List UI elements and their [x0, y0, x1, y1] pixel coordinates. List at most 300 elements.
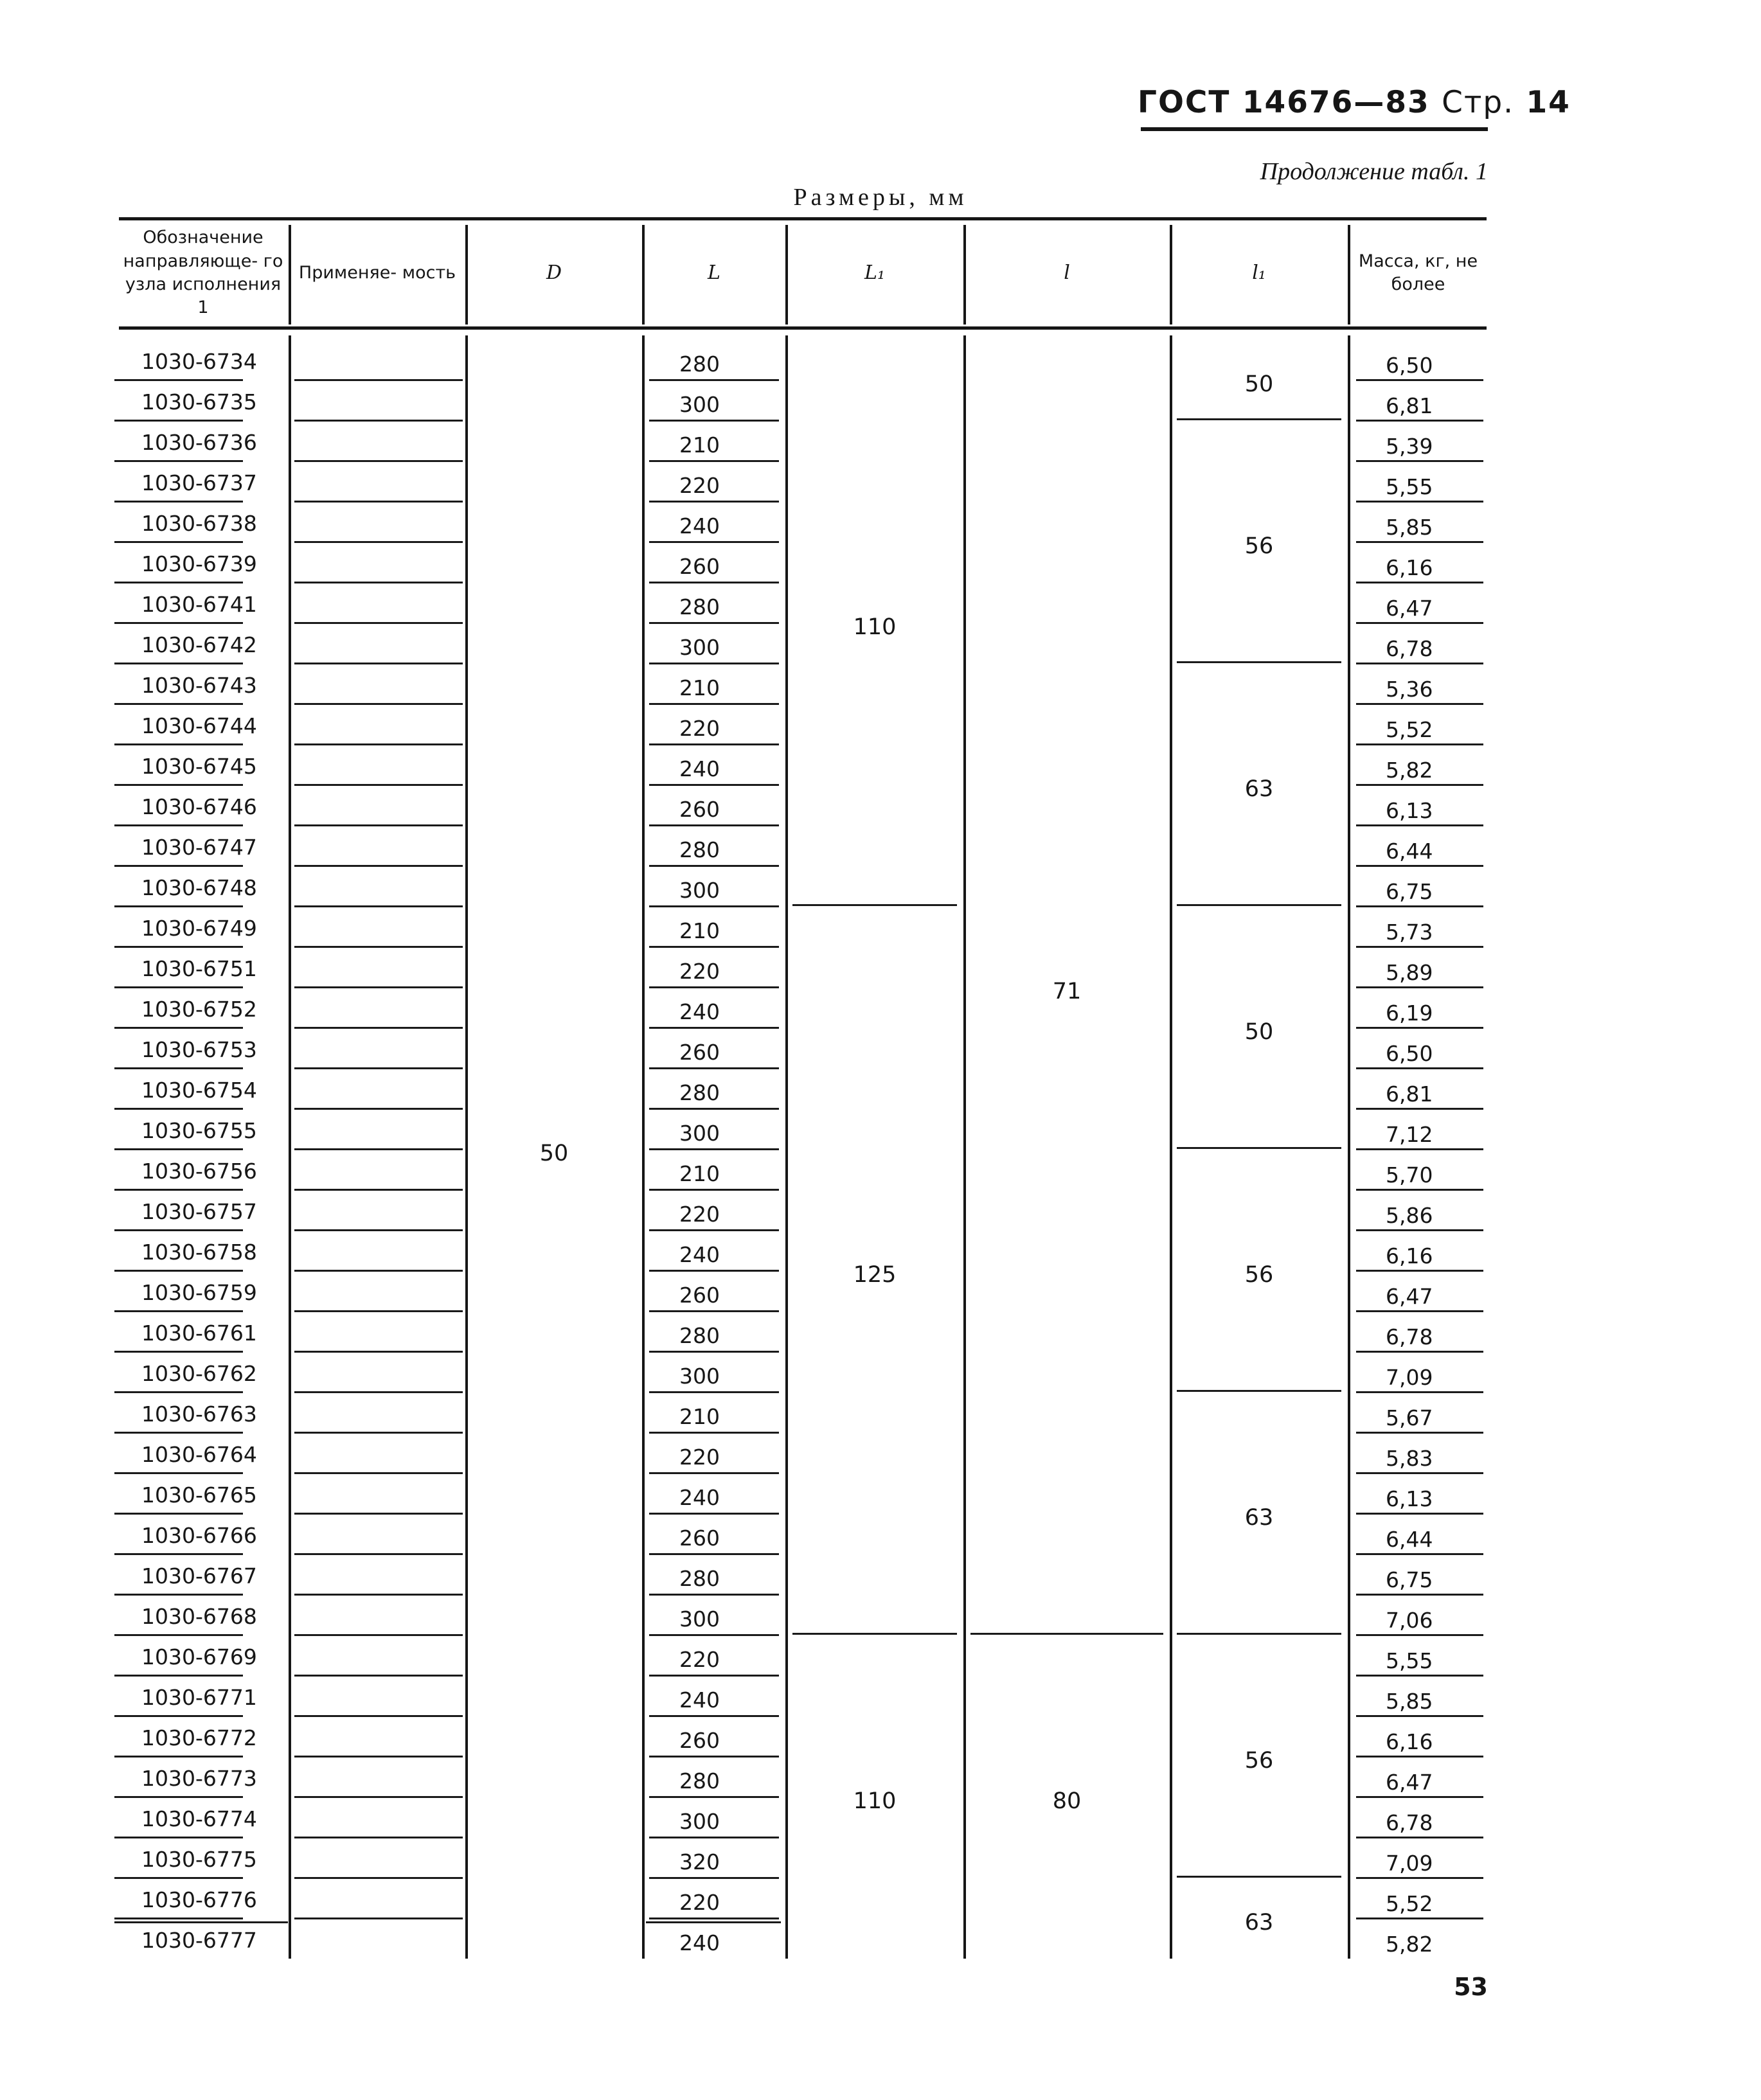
row-rule	[294, 1472, 463, 1474]
L-cell: 240	[679, 1687, 720, 1713]
row-rule	[1356, 1715, 1483, 1717]
L-cell: 220	[679, 1202, 720, 1227]
row-rule	[1356, 1472, 1483, 1474]
designation-cell: 1030-6747	[141, 835, 257, 860]
page-header	[1138, 85, 1571, 120]
column-divider	[1170, 225, 1172, 325]
row-rule	[649, 1594, 779, 1596]
row-rule	[1356, 460, 1483, 462]
row-rule	[114, 865, 243, 867]
L-cell: 220	[679, 1647, 720, 1672]
column-divider	[785, 335, 788, 1959]
mass-cell: 5,85	[1386, 515, 1433, 540]
L-cell: 300	[679, 635, 720, 660]
designation-cell: 1030-6743	[141, 673, 257, 698]
mass-cell: 5,36	[1386, 677, 1433, 702]
designation-cell: 1030-6746	[141, 794, 257, 819]
group-rule	[1177, 1147, 1341, 1149]
mass-cell: 6,78	[1386, 636, 1433, 661]
row-rule	[294, 420, 463, 422]
header-designation: Обозначение направляюще- го узла исполнения 1	[123, 227, 283, 318]
row-rule	[114, 379, 243, 381]
row-rule	[114, 703, 243, 705]
L-cell: 240	[679, 756, 720, 781]
designation-cell: 1030-6756	[141, 1159, 257, 1184]
designation-cell: 1030-6751	[141, 956, 257, 981]
column-divider	[289, 225, 291, 325]
row-rule	[294, 1918, 463, 1919]
mass-cell: 6,16	[1386, 1243, 1433, 1268]
mass-cell: 5,86	[1386, 1203, 1433, 1228]
row-rule	[294, 905, 463, 907]
row-rule	[649, 1067, 779, 1069]
L-cell: 280	[679, 1323, 720, 1348]
mass-cell: 7,09	[1386, 1365, 1433, 1390]
row-rule	[649, 460, 779, 462]
row-rule	[294, 743, 463, 745]
group-rule	[1177, 1390, 1341, 1392]
row-rule	[294, 1756, 463, 1757]
mass-cell: 7,09	[1386, 1851, 1433, 1876]
header-L1: L₁	[864, 261, 885, 284]
row-rule	[1356, 1351, 1483, 1353]
designation-cell: 1030-6735	[141, 389, 257, 414]
page-in-standard: 14	[1526, 85, 1571, 120]
l-merged-cell: 80	[1052, 1788, 1082, 1814]
row-rule	[114, 663, 243, 664]
L-cell: 220	[679, 473, 720, 498]
L1-merged-cell: 125	[853, 1262, 897, 1288]
row-rule	[114, 1513, 243, 1515]
designation-cell: 1030-6762	[141, 1361, 257, 1386]
row-rule	[1356, 1108, 1483, 1110]
column-divider	[642, 225, 645, 325]
last-row-rule	[646, 1921, 781, 1923]
header-rule	[1141, 127, 1488, 131]
group-rule	[1177, 661, 1341, 663]
designation-cell: 1030-6763	[141, 1401, 257, 1427]
row-rule	[114, 1270, 243, 1272]
mass-cell: 5,70	[1386, 1162, 1433, 1188]
L-cell: 210	[679, 1161, 720, 1186]
designation-cell: 1030-6769	[141, 1644, 257, 1669]
mass-cell: 6,44	[1386, 839, 1433, 864]
row-rule	[294, 1108, 463, 1110]
L-cell: 240	[679, 1485, 720, 1510]
row-rule	[114, 1432, 243, 1434]
row-rule	[1356, 1877, 1483, 1879]
row-rule	[114, 1472, 243, 1474]
row-rule	[1356, 986, 1483, 988]
designation-cell: 1030-6753	[141, 1037, 257, 1062]
designation-cell: 1030-6759	[141, 1280, 257, 1305]
mass-cell: 6,44	[1386, 1527, 1433, 1552]
row-rule	[1356, 784, 1483, 786]
group-rule	[792, 1633, 957, 1635]
designation-cell: 1030-6749	[141, 916, 257, 941]
row-rule	[294, 946, 463, 948]
row-rule	[1356, 1675, 1483, 1677]
row-rule	[649, 1027, 779, 1029]
designation-cell: 1030-6757	[141, 1199, 257, 1224]
mass-cell: 6,75	[1386, 1567, 1433, 1592]
designation-cell: 1030-6765	[141, 1482, 257, 1508]
mass-cell: 6,81	[1386, 1081, 1433, 1107]
row-rule	[114, 1837, 243, 1838]
row-rule	[294, 582, 463, 583]
L-cell: 260	[679, 1526, 720, 1551]
designation-cell: 1030-6775	[141, 1847, 257, 1872]
group-rule	[1177, 904, 1341, 906]
mass-cell: 5,89	[1386, 960, 1433, 985]
L-cell: 260	[679, 797, 720, 822]
row-rule	[114, 1553, 243, 1555]
mass-cell: 7,12	[1386, 1122, 1433, 1147]
column-divider	[642, 335, 645, 1959]
row-rule	[649, 946, 779, 948]
L-cell: 260	[679, 554, 720, 579]
designation-cell: 1030-6758	[141, 1240, 257, 1265]
designation-cell: 1030-6752	[141, 997, 257, 1022]
row-rule	[114, 946, 243, 948]
mass-cell: 6,13	[1386, 798, 1433, 823]
row-rule	[649, 1877, 779, 1879]
designation-cell: 1030-6748	[141, 875, 257, 900]
row-rule	[1356, 663, 1483, 664]
row-rule	[1356, 1432, 1483, 1434]
table-continuation-note: Продолжение табл. 1	[1260, 158, 1488, 185]
L-cell: 220	[679, 1445, 720, 1470]
row-rule	[649, 1108, 779, 1110]
row-rule	[1356, 1270, 1483, 1272]
row-rule	[649, 1918, 779, 1919]
mass-cell: 6,13	[1386, 1486, 1433, 1511]
row-rule	[1356, 1027, 1483, 1029]
column-divider	[1348, 335, 1350, 1959]
row-rule	[649, 582, 779, 583]
row-rule	[114, 1391, 243, 1393]
row-rule	[1356, 1918, 1483, 1919]
row-rule	[649, 1310, 779, 1312]
row-rule	[294, 703, 463, 705]
mass-cell: 5,55	[1386, 1648, 1433, 1673]
row-rule	[649, 1391, 779, 1393]
l1-merged-cell: 56	[1244, 1748, 1274, 1774]
row-rule	[114, 905, 243, 907]
L-cell: 240	[679, 513, 720, 538]
mass-cell: 5,73	[1386, 920, 1433, 945]
row-rule	[1356, 703, 1483, 705]
L-cell: 240	[679, 1242, 720, 1267]
row-rule	[294, 1189, 463, 1191]
L-cell: 210	[679, 432, 720, 458]
group-rule	[1177, 1876, 1341, 1878]
row-rule	[1356, 1756, 1483, 1757]
last-row-rule	[114, 1921, 288, 1923]
designation-cell: 1030-6742	[141, 632, 257, 657]
row-rule	[294, 1310, 463, 1312]
row-rule	[649, 420, 779, 422]
row-rule	[1356, 905, 1483, 907]
row-rule	[1356, 622, 1483, 624]
designation-cell: 1030-6744	[141, 713, 257, 738]
row-rule	[649, 1432, 779, 1434]
row-rule	[649, 986, 779, 988]
row-rule	[114, 1796, 243, 1798]
mass-cell: 5,83	[1386, 1446, 1433, 1471]
row-rule	[1356, 1391, 1483, 1393]
L-cell: 320	[679, 1849, 720, 1874]
row-rule	[649, 1715, 779, 1717]
row-rule	[1356, 420, 1483, 422]
L-cell: 210	[679, 1404, 720, 1429]
L-cell: 240	[679, 1930, 720, 1955]
row-rule	[649, 1553, 779, 1555]
row-rule	[649, 784, 779, 786]
row-rule	[649, 1837, 779, 1838]
row-rule	[649, 905, 779, 907]
row-rule	[294, 1675, 463, 1677]
row-rule	[294, 1027, 463, 1029]
header-L: L	[708, 261, 720, 284]
L-cell: 210	[679, 918, 720, 943]
row-rule	[294, 986, 463, 988]
row-rule	[649, 1513, 779, 1515]
row-rule	[114, 1027, 243, 1029]
L-cell: 240	[679, 999, 720, 1024]
row-rule	[294, 1391, 463, 1393]
row-rule	[1356, 501, 1483, 503]
row-rule	[1356, 1594, 1483, 1596]
group-rule	[1177, 1633, 1341, 1635]
row-rule	[649, 501, 779, 503]
designation-cell: 1030-6774	[141, 1806, 257, 1831]
row-rule	[114, 1189, 243, 1191]
L-cell: 260	[679, 1283, 720, 1308]
row-rule	[649, 541, 779, 543]
row-rule	[294, 865, 463, 867]
table-top-rule	[119, 217, 1487, 220]
header-bottom-rule	[119, 326, 1487, 330]
column-divider	[289, 335, 291, 1959]
row-rule	[114, 1229, 243, 1231]
row-rule	[294, 1067, 463, 1069]
mass-cell: 6,81	[1386, 393, 1433, 418]
designation-cell: 1030-6777	[141, 1928, 257, 1953]
L-cell: 280	[679, 1566, 720, 1591]
group-rule	[1177, 418, 1341, 420]
row-rule	[294, 1796, 463, 1798]
mass-cell: 6,47	[1386, 596, 1433, 621]
row-rule	[114, 1634, 243, 1636]
row-rule	[1356, 1148, 1483, 1150]
mass-cell: 6,50	[1386, 1041, 1433, 1066]
row-rule	[649, 1796, 779, 1798]
row-rule	[114, 1148, 243, 1150]
row-rule	[649, 1189, 779, 1191]
mass-cell: 5,39	[1386, 434, 1433, 459]
row-rule	[114, 824, 243, 826]
row-rule	[649, 1675, 779, 1677]
group-rule	[970, 1633, 1163, 1635]
row-rule	[1356, 865, 1483, 867]
designation-cell: 1030-6761	[141, 1321, 257, 1346]
row-rule	[294, 1715, 463, 1717]
row-rule	[114, 1756, 243, 1757]
row-rule	[1356, 1229, 1483, 1231]
L-cell: 300	[679, 1364, 720, 1389]
page-number: 53	[1454, 1973, 1488, 2001]
row-rule	[294, 1553, 463, 1555]
row-rule	[294, 379, 463, 381]
L-cell: 280	[679, 594, 720, 619]
row-rule	[114, 1715, 243, 1717]
row-rule	[294, 1513, 463, 1515]
L-cell: 280	[679, 1768, 720, 1793]
l1-merged-cell: 50	[1244, 371, 1274, 397]
l1-merged-cell: 56	[1244, 1262, 1274, 1288]
row-rule	[294, 460, 463, 462]
row-rule	[649, 743, 779, 745]
row-rule	[114, 1594, 243, 1596]
L-cell: 300	[679, 878, 720, 903]
designation-cell: 1030-6772	[141, 1725, 257, 1750]
row-rule	[1356, 1310, 1483, 1312]
row-rule	[649, 1634, 779, 1636]
row-rule	[114, 420, 243, 422]
L-cell: 300	[679, 392, 720, 417]
header-mass: Масса, кг, не более	[1358, 251, 1478, 294]
row-rule	[1356, 743, 1483, 745]
row-rule	[649, 1229, 779, 1231]
header-l1: l₁	[1252, 261, 1266, 284]
L-cell: 300	[679, 1606, 720, 1632]
designation-cell: 1030-6737	[141, 470, 257, 495]
mass-cell: 6,50	[1386, 353, 1433, 378]
designation-cell: 1030-6776	[141, 1887, 257, 1912]
row-rule	[294, 501, 463, 503]
mass-cell: 6,75	[1386, 879, 1433, 904]
row-rule	[1356, 1189, 1483, 1191]
L-cell: 300	[679, 1809, 720, 1834]
l-merged-cell: 71	[1052, 979, 1082, 1004]
L-cell: 260	[679, 1040, 720, 1065]
row-rule	[114, 1918, 243, 1919]
designation-cell: 1030-6767	[141, 1563, 257, 1588]
row-rule	[1356, 1067, 1483, 1069]
row-rule	[114, 1351, 243, 1353]
row-rule	[649, 622, 779, 624]
mass-cell: 6,19	[1386, 1001, 1433, 1026]
mass-cell: 6,78	[1386, 1810, 1433, 1835]
mass-cell: 6,16	[1386, 1729, 1433, 1754]
standard-number: ГОСТ 14676—83	[1138, 85, 1430, 120]
row-rule	[114, 1067, 243, 1069]
designation-cell: 1030-6734	[141, 349, 257, 374]
mass-cell: 5,67	[1386, 1405, 1433, 1430]
row-rule	[294, 1837, 463, 1838]
row-rule	[649, 1756, 779, 1757]
designation-cell: 1030-6738	[141, 511, 257, 536]
mass-cell: 6,78	[1386, 1324, 1433, 1349]
mass-cell: 6,47	[1386, 1284, 1433, 1309]
mass-cell: 5,82	[1386, 1932, 1433, 1957]
row-rule	[294, 622, 463, 624]
row-rule	[294, 1229, 463, 1231]
L-cell: 280	[679, 351, 720, 377]
header-applicability: Применяе- мость	[298, 262, 456, 283]
column-divider	[963, 335, 966, 1959]
l1-merged-cell: 50	[1244, 1019, 1274, 1045]
row-rule	[294, 1877, 463, 1879]
row-rule	[649, 703, 779, 705]
header-D: D	[546, 261, 562, 284]
row-rule	[114, 784, 243, 786]
row-rule	[114, 1877, 243, 1879]
designation-cell: 1030-6741	[141, 592, 257, 617]
l1-merged-cell: 63	[1244, 1505, 1274, 1531]
row-rule	[294, 784, 463, 786]
row-rule	[294, 1432, 463, 1434]
row-rule	[649, 1472, 779, 1474]
row-rule	[294, 1634, 463, 1636]
row-rule	[1356, 1513, 1483, 1515]
dimensions-caption: Размеры, мм	[793, 184, 968, 211]
L-cell: 210	[679, 675, 720, 700]
designation-cell: 1030-6736	[141, 430, 257, 455]
row-rule	[1356, 1796, 1483, 1798]
mass-cell: 5,52	[1386, 717, 1433, 742]
row-rule	[1356, 1634, 1483, 1636]
row-rule	[1356, 946, 1483, 948]
D-merged-cell: 50	[539, 1141, 569, 1166]
row-rule	[1356, 582, 1483, 583]
row-rule	[294, 824, 463, 826]
column-divider	[963, 225, 966, 325]
row-rule	[114, 622, 243, 624]
row-rule	[294, 1148, 463, 1150]
L1-merged-cell: 110	[853, 1788, 897, 1814]
column-divider	[1170, 335, 1172, 1959]
column-divider	[465, 225, 468, 325]
group-rule	[792, 904, 957, 906]
row-rule	[294, 663, 463, 664]
row-rule	[1356, 379, 1483, 381]
l1-merged-cell: 63	[1244, 1910, 1274, 1935]
designation-cell: 1030-6771	[141, 1685, 257, 1710]
row-rule	[649, 663, 779, 664]
designation-cell: 1030-6766	[141, 1523, 257, 1548]
L-cell: 280	[679, 837, 720, 862]
row-rule	[649, 824, 779, 826]
row-rule	[1356, 1837, 1483, 1838]
row-rule	[114, 460, 243, 462]
mass-cell: 6,16	[1386, 555, 1433, 580]
row-rule	[114, 1108, 243, 1110]
row-rule	[649, 1270, 779, 1272]
L-cell: 220	[679, 716, 720, 741]
row-rule	[649, 379, 779, 381]
L-cell: 280	[679, 1080, 720, 1105]
designation-cell: 1030-6764	[141, 1442, 257, 1467]
L-cell: 300	[679, 1121, 720, 1146]
row-rule	[294, 541, 463, 543]
designation-cell: 1030-6755	[141, 1118, 257, 1143]
row-rule	[1356, 541, 1483, 543]
row-rule	[114, 986, 243, 988]
row-rule	[294, 1270, 463, 1272]
L-cell: 220	[679, 959, 720, 984]
